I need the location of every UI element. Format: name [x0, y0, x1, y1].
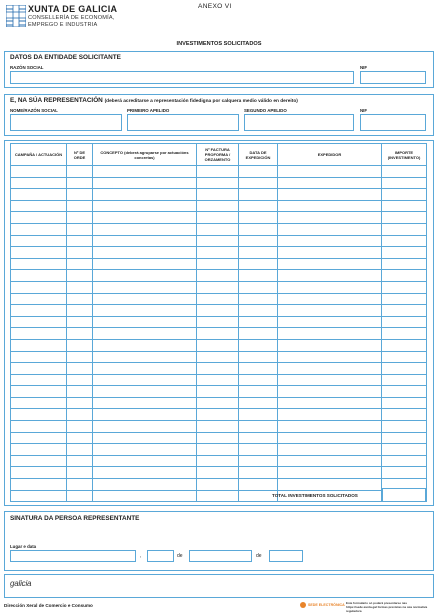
table-cell[interactable]: [239, 374, 278, 386]
table-cell[interactable]: [67, 223, 93, 235]
table-cell[interactable]: [67, 351, 93, 363]
xunta-cross-logo-icon: [6, 5, 26, 27]
footer-note-line-2: https://sede.xunta.gal formas previstas na súa normativa reguladora: [346, 604, 428, 613]
table-cell[interactable]: [382, 421, 427, 433]
table-cell[interactable]: [11, 223, 67, 235]
table-cell[interactable]: [197, 409, 239, 421]
table-cell[interactable]: [382, 166, 427, 178]
table-cell[interactable]: [197, 212, 239, 224]
table-cell[interactable]: [93, 386, 197, 398]
table-row: [11, 166, 427, 178]
table-cell[interactable]: [93, 455, 197, 467]
org-subtitle-line-1: CONSELLERÍA DE ECONOMÍA,: [28, 15, 115, 21]
col-header-invoice-number: Nº FACTURA PROFORMA / ORZAMENTO: [197, 144, 239, 166]
table-cell[interactable]: [382, 455, 427, 467]
rep-first-surname-label: PRIMEIRO APELIDO: [127, 108, 170, 113]
table-cell[interactable]: [93, 409, 197, 421]
table-cell[interactable]: [11, 455, 67, 467]
table-cell[interactable]: [382, 235, 427, 247]
table-cell[interactable]: [197, 444, 239, 456]
org-subtitle: [28, 15, 115, 29]
table-cell[interactable]: [93, 200, 197, 212]
table-cell[interactable]: [239, 479, 278, 491]
table-cell[interactable]: [382, 293, 427, 305]
table-cell[interactable]: [93, 293, 197, 305]
table-cell[interactable]: [11, 444, 67, 456]
rep-second-surname-input[interactable]: [244, 114, 354, 131]
table-cell[interactable]: [197, 200, 239, 212]
table-row: [11, 200, 427, 212]
footer-legal-note: [346, 602, 436, 613]
table-cell[interactable]: [67, 455, 93, 467]
table-cell[interactable]: [11, 177, 67, 189]
table-cell[interactable]: [11, 374, 67, 386]
total-investments-label: TOTAL INVESTIMENTOS SOLICITADOS: [272, 493, 358, 498]
table-cell[interactable]: [197, 293, 239, 305]
table-cell[interactable]: [382, 177, 427, 189]
table-cell[interactable]: [197, 351, 239, 363]
table-cell[interactable]: [382, 467, 427, 479]
table-cell[interactable]: [11, 467, 67, 479]
rep-nif-input[interactable]: [360, 114, 426, 131]
table-cell[interactable]: [197, 339, 239, 351]
table-cell[interactable]: [239, 247, 278, 259]
table-cell[interactable]: [278, 305, 382, 317]
representative-title-main: E, NA SÚA REPRESENTACIÓN: [10, 97, 103, 104]
table-cell[interactable]: [278, 270, 382, 282]
table-cell[interactable]: [93, 479, 197, 491]
table-cell[interactable]: [239, 351, 278, 363]
page-title: INVESTIMENTOS SOLICITADOS: [176, 41, 262, 47]
table-cell[interactable]: [11, 281, 67, 293]
table-cell[interactable]: [239, 223, 278, 235]
table-cell[interactable]: [278, 247, 382, 259]
table-cell[interactable]: [93, 363, 197, 375]
table-cell[interactable]: [382, 328, 427, 340]
table-cell[interactable]: [278, 455, 382, 467]
table-row: [11, 258, 427, 270]
table-cell[interactable]: [93, 444, 197, 456]
de-separator-2: de: [256, 553, 262, 559]
org-title: XUNTA DE GALICIA: [28, 4, 118, 14]
table-body: [11, 166, 427, 502]
table-cell[interactable]: [197, 374, 239, 386]
table-cell[interactable]: [239, 293, 278, 305]
table-cell[interactable]: [278, 409, 382, 421]
table-row: [11, 293, 427, 305]
table-cell[interactable]: [197, 177, 239, 189]
table-cell[interactable]: [67, 316, 93, 328]
table-cell[interactable]: [278, 258, 382, 270]
table-header-row: [11, 144, 427, 166]
table-cell[interactable]: [93, 328, 197, 340]
table-cell[interactable]: [239, 455, 278, 467]
table-cell[interactable]: [11, 235, 67, 247]
table-cell[interactable]: [67, 281, 93, 293]
table-cell[interactable]: [239, 281, 278, 293]
table-row: [11, 177, 427, 189]
table-cell[interactable]: [278, 223, 382, 235]
table-cell[interactable]: [382, 444, 427, 456]
footer-note-line-1: Este formulario só poderá presentarse nas: [346, 601, 408, 605]
representative-title-note: (deberá acreditarse a representación fidedigna por calquera medio válido en dereito): [104, 99, 298, 104]
org-subtitle-line-2: EMPREGO E INDUSTRIA: [28, 22, 98, 28]
table-cell[interactable]: [278, 444, 382, 456]
table-cell[interactable]: [278, 328, 382, 340]
table-cell[interactable]: [382, 316, 427, 328]
table-cell[interactable]: [67, 328, 93, 340]
table-cell[interactable]: [11, 189, 67, 201]
table-cell[interactable]: [278, 212, 382, 224]
col-header-issue-date: DATA DE EXPEDICIÓN: [239, 144, 278, 166]
table-row: [11, 467, 427, 479]
table-row: [11, 316, 427, 328]
table-cell[interactable]: [93, 177, 197, 189]
table-cell[interactable]: [93, 397, 197, 409]
table-cell[interactable]: [239, 305, 278, 317]
table-cell[interactable]: [67, 339, 93, 351]
table-row: [11, 351, 427, 363]
table-cell[interactable]: [67, 247, 93, 259]
table-cell[interactable]: [239, 212, 278, 224]
table-cell[interactable]: [382, 409, 427, 421]
table-cell[interactable]: [11, 479, 67, 491]
table-cell[interactable]: [11, 351, 67, 363]
table-row: [11, 247, 427, 259]
table-cell[interactable]: [93, 374, 197, 386]
table-cell[interactable]: [239, 386, 278, 398]
table-cell[interactable]: [67, 189, 93, 201]
table-cell[interactable]: [382, 281, 427, 293]
table-cell[interactable]: [197, 421, 239, 433]
table-cell[interactable]: [197, 490, 239, 502]
table-cell[interactable]: [278, 421, 382, 433]
table-row: [11, 189, 427, 201]
table-cell[interactable]: [382, 374, 427, 386]
table-row: [11, 305, 427, 317]
table-cell[interactable]: [382, 386, 427, 398]
table-cell[interactable]: [197, 235, 239, 247]
table-cell[interactable]: [197, 281, 239, 293]
table-cell[interactable]: [93, 490, 197, 502]
table-cell[interactable]: [278, 166, 382, 178]
table-cell[interactable]: [11, 305, 67, 317]
table-cell[interactable]: [197, 316, 239, 328]
table-cell[interactable]: [197, 328, 239, 340]
table-cell[interactable]: [11, 328, 67, 340]
col-header-issuer: EXPEDIDOR: [278, 144, 382, 166]
table-cell[interactable]: [11, 490, 67, 502]
table-cell[interactable]: [197, 166, 239, 178]
table-row: [11, 409, 427, 421]
table-cell[interactable]: [11, 166, 67, 178]
table-cell[interactable]: [278, 177, 382, 189]
table-row: [11, 270, 427, 282]
month-input[interactable]: [189, 550, 252, 562]
table-cell[interactable]: [11, 339, 67, 351]
table-cell[interactable]: [67, 305, 93, 317]
table-row: [11, 455, 427, 467]
footer-logo-box: [4, 574, 434, 598]
table-cell[interactable]: [93, 212, 197, 224]
table-cell[interactable]: [278, 467, 382, 479]
razon-social-label: RAZÓN SOCIAL: [10, 65, 44, 70]
table-cell[interactable]: [67, 490, 93, 502]
footer-department: Dirección Xeral de Comercio e Consumo: [4, 603, 93, 608]
table-cell[interactable]: [197, 386, 239, 398]
table-cell[interactable]: [67, 409, 93, 421]
rep-first-surname-input[interactable]: [127, 114, 239, 131]
table-cell[interactable]: [11, 316, 67, 328]
table-row: [11, 479, 427, 491]
table-cell[interactable]: [382, 258, 427, 270]
table-cell[interactable]: [382, 189, 427, 201]
table-cell[interactable]: [239, 270, 278, 282]
table-cell[interactable]: [239, 200, 278, 212]
table-cell[interactable]: [67, 293, 93, 305]
table-cell[interactable]: [278, 479, 382, 491]
table-cell[interactable]: [278, 339, 382, 351]
table-cell[interactable]: [239, 432, 278, 444]
table-cell[interactable]: [93, 339, 197, 351]
table-cell[interactable]: [382, 351, 427, 363]
applicant-nif-input[interactable]: [360, 71, 426, 84]
table-cell[interactable]: [11, 363, 67, 375]
table-cell[interactable]: [67, 258, 93, 270]
table-cell[interactable]: [278, 235, 382, 247]
table-cell[interactable]: [11, 293, 67, 305]
table-cell[interactable]: [382, 397, 427, 409]
table-cell[interactable]: [93, 247, 197, 259]
table-cell[interactable]: [11, 386, 67, 398]
sede-electronica-icon: [300, 602, 306, 608]
table-cell[interactable]: [239, 363, 278, 375]
table-cell[interactable]: [11, 212, 67, 224]
table-row: [11, 386, 427, 398]
table-cell[interactable]: [197, 455, 239, 467]
table-row: [11, 328, 427, 340]
table-row: [11, 212, 427, 224]
applicant-nif-label: NIF: [360, 65, 368, 70]
representative-section-title: [10, 97, 298, 104]
table-cell[interactable]: [67, 166, 93, 178]
table-cell[interactable]: [67, 235, 93, 247]
investments-table: [10, 143, 427, 502]
col-header-order-number: Nº DE ORDE: [67, 144, 93, 166]
table-cell[interactable]: [382, 432, 427, 444]
table-cell[interactable]: [197, 270, 239, 282]
table-cell[interactable]: [67, 212, 93, 224]
table-cell[interactable]: [239, 316, 278, 328]
table-cell[interactable]: [67, 200, 93, 212]
table-cell[interactable]: [93, 351, 197, 363]
table-cell[interactable]: [93, 189, 197, 201]
table-cell[interactable]: [67, 374, 93, 386]
table-cell[interactable]: [197, 223, 239, 235]
table-row: [11, 281, 427, 293]
table-cell[interactable]: [278, 363, 382, 375]
de-separator-1: de: [177, 553, 183, 559]
table-cell[interactable]: [11, 270, 67, 282]
table-cell[interactable]: [67, 421, 93, 433]
table-cell[interactable]: [67, 467, 93, 479]
table-row: [11, 444, 427, 456]
place-date-label: Lugar e data: [10, 544, 37, 549]
table-cell[interactable]: [197, 479, 239, 491]
table-row: [11, 397, 427, 409]
table-cell[interactable]: [239, 339, 278, 351]
table-cell[interactable]: [239, 467, 278, 479]
table-cell[interactable]: [197, 258, 239, 270]
total-investments-input[interactable]: [382, 488, 426, 502]
table-cell[interactable]: [93, 166, 197, 178]
table-cell[interactable]: [278, 351, 382, 363]
table-cell[interactable]: [67, 270, 93, 282]
table-cell[interactable]: [93, 432, 197, 444]
table-row: [11, 374, 427, 386]
applicant-section-title: DATOS DA ENTIDADE SOLICITANTE: [10, 54, 121, 61]
table-cell[interactable]: [93, 316, 197, 328]
signature-section-title: SINATURA DA PERSOA REPRESENTANTE: [10, 515, 140, 522]
table-row: [11, 432, 427, 444]
table-cell[interactable]: [93, 467, 197, 479]
table-cell[interactable]: [11, 432, 67, 444]
table-cell[interactable]: [11, 200, 67, 212]
table-cell[interactable]: [11, 247, 67, 259]
annex-label: ANEXO VI: [198, 3, 232, 10]
table-row: [11, 490, 427, 502]
galicia-logo: galicia: [10, 579, 32, 588]
place-input[interactable]: [10, 550, 136, 562]
table-cell[interactable]: [11, 397, 67, 409]
table-cell[interactable]: [278, 293, 382, 305]
table-cell[interactable]: [11, 258, 67, 270]
table-cell[interactable]: [197, 189, 239, 201]
table-cell[interactable]: [197, 432, 239, 444]
table-cell[interactable]: [382, 270, 427, 282]
table-cell[interactable]: [239, 444, 278, 456]
table-cell[interactable]: [382, 200, 427, 212]
table-cell[interactable]: [239, 397, 278, 409]
rep-name-label: NOME/RAZÓN SOCIAL: [10, 108, 58, 113]
table-cell[interactable]: [93, 223, 197, 235]
day-input[interactable]: [147, 550, 174, 562]
rep-second-surname-label: SEGUNDO APELIDO: [244, 108, 287, 113]
table-cell[interactable]: [93, 305, 197, 317]
table-cell[interactable]: [197, 305, 239, 317]
col-header-amount: IMPORTE (INVESTIMENTO): [382, 144, 427, 166]
rep-nif-label: NIF: [360, 108, 368, 113]
table-cell[interactable]: [197, 247, 239, 259]
table-cell[interactable]: [239, 409, 278, 421]
table-cell[interactable]: [278, 374, 382, 386]
table-cell[interactable]: [93, 281, 197, 293]
table-cell[interactable]: [67, 432, 93, 444]
table-cell[interactable]: [278, 281, 382, 293]
table-cell[interactable]: [11, 421, 67, 433]
table-row: [11, 235, 427, 247]
table-cell[interactable]: [11, 409, 67, 421]
table-cell[interactable]: [278, 316, 382, 328]
table-cell[interactable]: [67, 479, 93, 491]
table-cell[interactable]: [67, 397, 93, 409]
table-cell[interactable]: [278, 189, 382, 201]
comma-separator: ,: [140, 553, 142, 559]
table-row: [11, 363, 427, 375]
col-header-campaign: CAMPAÑA / ACTUACIÓN: [11, 144, 67, 166]
table-cell[interactable]: [197, 467, 239, 479]
table-cell[interactable]: [239, 189, 278, 201]
table-cell[interactable]: [278, 397, 382, 409]
table-cell[interactable]: [67, 386, 93, 398]
table-cell[interactable]: [278, 200, 382, 212]
table-cell[interactable]: [382, 247, 427, 259]
table-cell[interactable]: [67, 177, 93, 189]
col-header-concept: CONCEPTO (deberá agruparse por actuacións concretas): [93, 144, 197, 166]
table-cell[interactable]: [239, 235, 278, 247]
razon-social-input[interactable]: [10, 71, 354, 84]
sede-electronica-link[interactable]: SEDE ELECTRÓNICA: [308, 603, 345, 607]
table-row: [11, 421, 427, 433]
table-cell[interactable]: [382, 223, 427, 235]
table-cell[interactable]: [93, 270, 197, 282]
table-cell[interactable]: [278, 432, 382, 444]
table-cell[interactable]: [239, 166, 278, 178]
rep-name-input[interactable]: [10, 114, 122, 131]
table-cell[interactable]: [197, 397, 239, 409]
table-cell[interactable]: [382, 339, 427, 351]
table-cell[interactable]: [239, 421, 278, 433]
table-cell[interactable]: [67, 444, 93, 456]
table-row: [11, 223, 427, 235]
table-cell[interactable]: [93, 258, 197, 270]
table-cell[interactable]: [239, 258, 278, 270]
table-cell[interactable]: [382, 212, 427, 224]
table-cell[interactable]: [93, 235, 197, 247]
table-cell[interactable]: [382, 363, 427, 375]
table-cell[interactable]: [239, 177, 278, 189]
table-cell[interactable]: [278, 386, 382, 398]
table-cell[interactable]: [197, 363, 239, 375]
year-input[interactable]: [269, 550, 303, 562]
table-cell[interactable]: [382, 305, 427, 317]
table-cell[interactable]: [239, 328, 278, 340]
table-cell[interactable]: [93, 421, 197, 433]
table-row: [11, 339, 427, 351]
table-cell[interactable]: [67, 363, 93, 375]
